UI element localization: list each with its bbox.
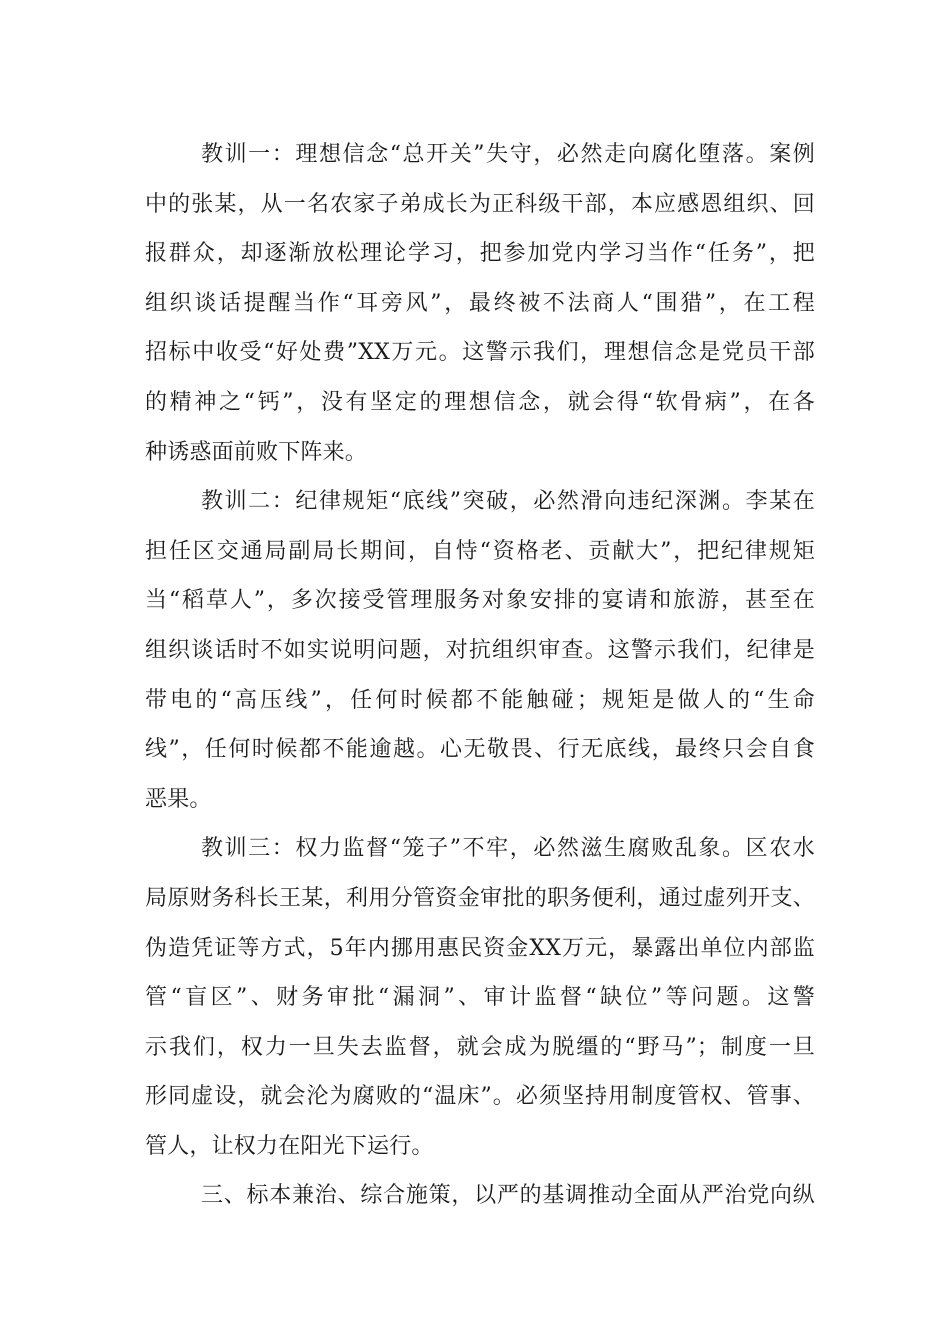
paragraph-section-three-heading xyxy=(145,1171,815,1221)
paragraph-lesson-two xyxy=(145,477,815,824)
text-line: 教训二：纪律规矩“底线”突破，必然滑向违纪深渊。李某在 xyxy=(201,489,815,515)
text-line: 伪造凭证等方式，5年内挪用惠民资金XX万元，暴露出单位内部监 xyxy=(145,935,815,961)
text-line: 恶果。 xyxy=(145,786,212,812)
text-line: 带电的“高压线”，任何时候都不能触碰；规矩是做人的“生命 xyxy=(145,687,815,713)
text-line: 三、标本兼治、综合施策，以严的基调推动全面从严治党向纵 xyxy=(201,1183,815,1209)
text-line: 形同虚设，就会沦为腐败的“温床”。必须坚持用制度管权、管事、 xyxy=(145,1084,815,1110)
text-line: 管人，让权力在阳光下运行。 xyxy=(145,1133,434,1159)
text-line: 担任区交通局副局长期间，自恃“资格老、贡献大”，把纪律规矩 xyxy=(145,538,815,564)
text-line: 当“稻草人”，多次接受管理服务对象安排的宴请和旅游，甚至在 xyxy=(145,588,815,614)
document-body xyxy=(145,130,815,1221)
text-line: 的精神之“钙”，没有坚定的理想信念，就会得“软骨病”，在各 xyxy=(145,389,815,415)
text-line: 示我们，权力一旦失去监督，就会成为脱缰的“野马”；制度一旦 xyxy=(145,1034,815,1060)
text-line: 管“盲区”、财务审批“漏洞”、审计监督“缺位”等问题。这警 xyxy=(145,985,815,1011)
text-line: 局原财务科长王某，利用分管资金审批的职务便利，通过虚列开支、 xyxy=(145,885,815,911)
paragraph-lesson-one xyxy=(145,130,815,477)
text-line: 组织谈话提醒当作“耳旁风”，最终被不法商人“围猎”，在工程 xyxy=(145,290,815,316)
text-line: 报群众，却逐渐放松理论学习，把参加党内学习当作“任务”，把 xyxy=(145,241,815,267)
paragraph-lesson-three xyxy=(145,824,815,1171)
text-line: 教训一：理想信念“总开关”失守，必然走向腐化堕落。案例 xyxy=(201,142,815,167)
text-line: 组织谈话时不如实说明问题，对抗组织审查。这警示我们，纪律是 xyxy=(145,637,815,663)
text-line: 种诱惑面前败下阵来。 xyxy=(145,439,368,465)
text-line: 中的张某，从一名农家子弟成长为正科级干部，本应感恩组织、回 xyxy=(145,191,815,217)
text-line: 教训三：权力监督“笼子”不牢，必然滋生腐败乱象。区农水 xyxy=(201,836,815,862)
text-line: 招标中收受“好处费”XX万元。这警示我们，理想信念是党员干部 xyxy=(145,340,815,366)
text-line: 线”，任何时候都不能逾越。心无敬畏、行无底线，最终只会自食 xyxy=(145,737,815,763)
